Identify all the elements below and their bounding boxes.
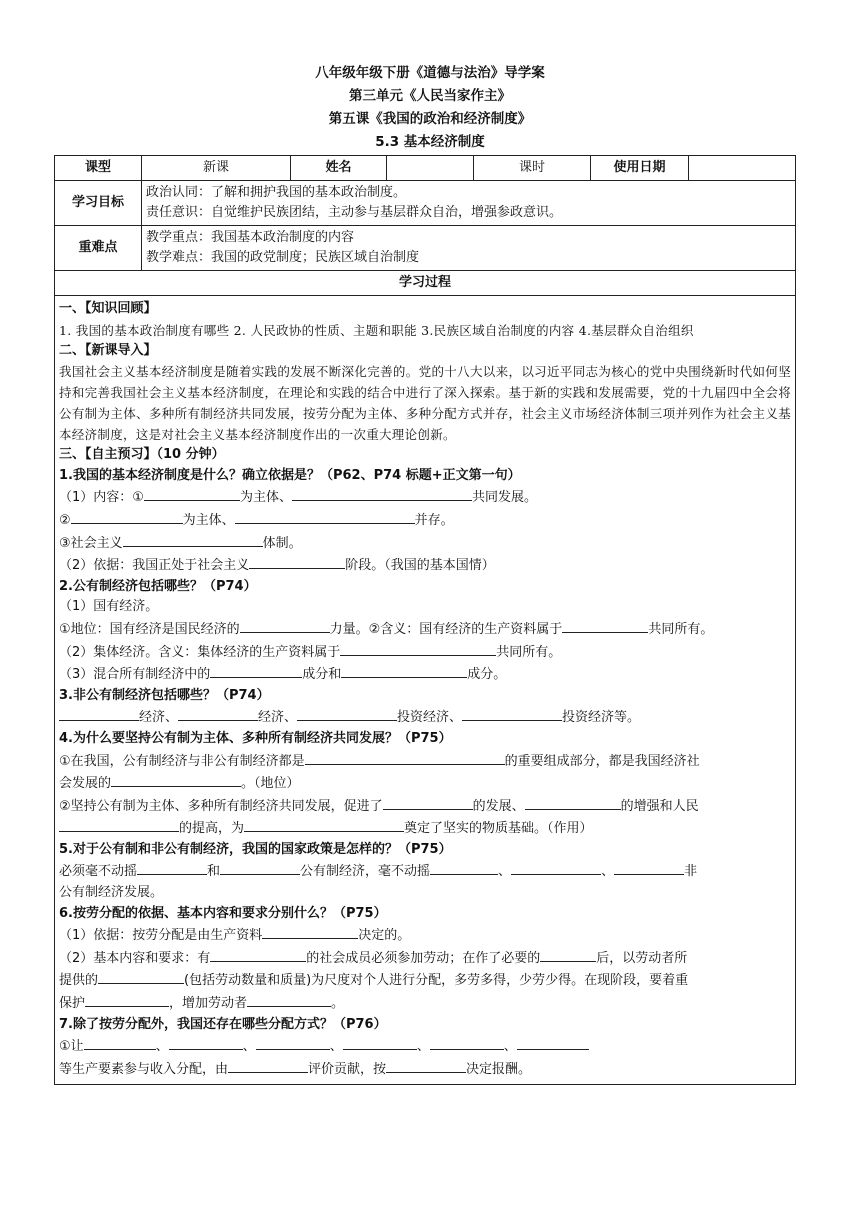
question-7: 7.除了按劳分配外，我国还存在哪些分配方式？（P76） xyxy=(59,1016,387,1032)
blank[interactable] xyxy=(244,817,404,832)
blank[interactable] xyxy=(343,1035,417,1050)
process-title: 学习过程 xyxy=(55,271,796,296)
blank[interactable] xyxy=(220,860,300,875)
blank[interactable] xyxy=(383,795,473,810)
goals-label: 学习目标 xyxy=(55,181,142,226)
blank[interactable] xyxy=(59,706,139,721)
q4-line-3: ②坚持公有制为主体、多种所有制经济共同发展，促进了 的发展、 的增强和人民 xyxy=(59,795,791,818)
blank[interactable] xyxy=(517,1035,589,1050)
q6-line-1: （1）依据：按劳分配是由生产资料 决定的。 xyxy=(59,924,791,947)
q3-line-1: 经济、 经济、 投资经济、 投资经济等。 xyxy=(59,706,791,729)
q2-line-4: （3）混合所有制经济中的 成分和 成分。 xyxy=(59,663,791,686)
q1-line-3: ③社会主义 体制。 xyxy=(59,532,791,555)
question-6: 6.按劳分配的依据、基本内容和要求分别什么？（P75） xyxy=(59,905,387,921)
q1-line-1: （1）内容：① 为主体、 共同发展。 xyxy=(59,486,791,509)
q4-line-4: 的提高，为 奠定了坚实的物质基础。（作用） xyxy=(59,817,791,840)
blank[interactable] xyxy=(111,772,241,787)
blank[interactable] xyxy=(340,641,496,656)
q5-line-2: 公有制经济发展。 xyxy=(59,885,164,901)
title-unit: 第三单元《人民当家作主》 xyxy=(349,88,511,104)
lesson-type-value: 新课 xyxy=(142,156,291,181)
question-3: 3.非公有制经济包括哪些？（P74） xyxy=(59,687,270,703)
review-text: 1. 我国的基本政治制度有哪些 2. 人民政协的性质、主题和职能 3.民族区域自治制度的内容 4.基层群众自治组织 xyxy=(59,322,694,338)
blank[interactable] xyxy=(210,663,302,678)
q2-line-1: （1）国有经济。 xyxy=(59,599,159,615)
blank[interactable] xyxy=(430,860,498,875)
blank[interactable] xyxy=(178,706,258,721)
blank[interactable] xyxy=(262,924,358,939)
name-field[interactable] xyxy=(387,156,474,181)
blank[interactable] xyxy=(562,618,648,633)
name-label: 姓名 xyxy=(291,156,387,181)
process-body xyxy=(55,296,796,1085)
q6-line-2: （2）基本内容和要求：有 的社会成员必须参加劳动；在作了必要的 后，以劳动者所 xyxy=(59,947,791,970)
goal-political: 政治认同：了解和拥护我国的基本政治制度。 xyxy=(146,185,407,200)
blank[interactable] xyxy=(85,992,169,1007)
intro-text: 我国社会主义基本经济制度是随着实践的发展不断深化完善的。党的十八大以来，以习近平同志为核心的党中央围绕新时代如何坚持和完善我国社会主义基本经济制度，在理论和实践的结合中进行了深入探索。基于新的实践和发展需要，党的十九届四中全会将公有制为主体、多种所有制经济共同发展，按劳分配为主体、多种分配方式并存，社会主义市场经济体制三项并列作为社会主义基本经济制度，这是对社会主义基本经济制度作出的一次重大理论创新。 xyxy=(59,364,791,443)
lesson-type-label: 课型 xyxy=(55,156,142,181)
q1-line-4: （2）依据：我国正处于社会主义 阶段。（我国的基本国情） xyxy=(59,554,791,577)
blank[interactable] xyxy=(123,532,263,547)
q2-line-2: ①地位：国有经济是国民经济的 力量。②含义：国有经济的生产资料属于 共同所有。 xyxy=(59,618,791,641)
blank[interactable] xyxy=(341,663,467,678)
question-4: 4.为什么要坚持公有制为主体、多种所有制经济共同发展？（P75） xyxy=(59,730,452,746)
title-section: 5.3 基本经济制度 xyxy=(375,134,485,150)
blank[interactable] xyxy=(228,1058,308,1073)
blank[interactable] xyxy=(292,486,472,501)
blank[interactable] xyxy=(169,1035,243,1050)
q1-line-2: ② 为主体、 并存。 xyxy=(59,509,791,532)
q5-line-1: 必须毫不动摇 和 公有制经济，毫不动摇 、 、 非 xyxy=(59,860,791,883)
question-1: 1.我国的基本经济制度是什么？确立依据是？（P62、P74 标题+正文第一句） xyxy=(59,467,521,483)
goal-responsibility: 责任意识：自觉维护民族团结，主动参与基层群众自治，增强参政意识。 xyxy=(146,205,563,220)
q6-line-4: 保护 ，增加劳动者 。 xyxy=(59,992,791,1015)
blank[interactable] xyxy=(240,618,330,633)
date-field[interactable] xyxy=(689,156,796,181)
blank[interactable] xyxy=(540,947,596,962)
key-points-label: 重难点 xyxy=(55,226,142,271)
question-2: 2.公有制经济包括哪些？（P74） xyxy=(59,578,257,594)
difficult-point: 教学难点：我国的政党制度；民族区域自治制度 xyxy=(146,250,420,265)
blank[interactable] xyxy=(386,1058,466,1073)
key-points-content xyxy=(142,226,796,271)
blank[interactable] xyxy=(235,509,415,524)
q4-line-1: ①在我国，公有制经济与非公有制经济都是 的重要组成部分，都是我国经济社 xyxy=(59,750,791,773)
blank[interactable] xyxy=(430,1035,504,1050)
blank[interactable] xyxy=(614,860,684,875)
goals-content xyxy=(142,181,796,226)
blank[interactable] xyxy=(297,706,397,721)
intro-heading: 二、【新课导入】 xyxy=(59,342,157,358)
period-label: 课时 xyxy=(474,156,591,181)
q6-line-3: 提供的 (包括劳动数量和质量)为尺度对个人进行分配，多劳多得，少劳少得。在现阶段，要着重 xyxy=(59,969,791,992)
title-grade: 八年级年级下册《道德与法治》导学案 xyxy=(315,65,545,81)
q7-line-2: 等生产要素参与收入分配，由 评价贡献，按 决定报酬。 xyxy=(59,1058,791,1081)
blank[interactable] xyxy=(305,750,505,765)
blank[interactable] xyxy=(84,1035,156,1050)
blank[interactable] xyxy=(144,486,240,501)
document-titles xyxy=(0,62,860,154)
title-lesson: 第五课《我国的政治和经济制度》 xyxy=(328,111,532,127)
blank[interactable] xyxy=(59,817,179,832)
date-label: 使用日期 xyxy=(591,156,689,181)
blank[interactable] xyxy=(249,554,345,569)
key-point: 教学重点：我国基本政治制度的内容 xyxy=(146,230,355,245)
blank[interactable] xyxy=(137,860,207,875)
blank[interactable] xyxy=(511,860,601,875)
blank[interactable] xyxy=(210,947,306,962)
study-guide-table xyxy=(54,155,796,1085)
preview-heading: 三、【自主预习】（10 分钟） xyxy=(59,447,225,463)
blank[interactable] xyxy=(98,969,184,984)
blank[interactable] xyxy=(247,992,331,1007)
blank[interactable] xyxy=(71,509,183,524)
blank[interactable] xyxy=(525,795,621,810)
q2-line-3: （2）集体经济。含义：集体经济的生产资料属于 共同所有。 xyxy=(59,641,791,664)
question-5: 5.对于公有制和非公有制经济，我国的国家政策是怎样的？（P75） xyxy=(59,841,452,857)
blank[interactable] xyxy=(462,706,562,721)
review-heading: 一、【知识回顾】 xyxy=(59,301,157,316)
q4-line-2: 会发展的 。（地位） xyxy=(59,772,791,795)
q7-line-1: ①让 、 、 、 、 、 xyxy=(59,1035,791,1058)
blank[interactable] xyxy=(256,1035,330,1050)
